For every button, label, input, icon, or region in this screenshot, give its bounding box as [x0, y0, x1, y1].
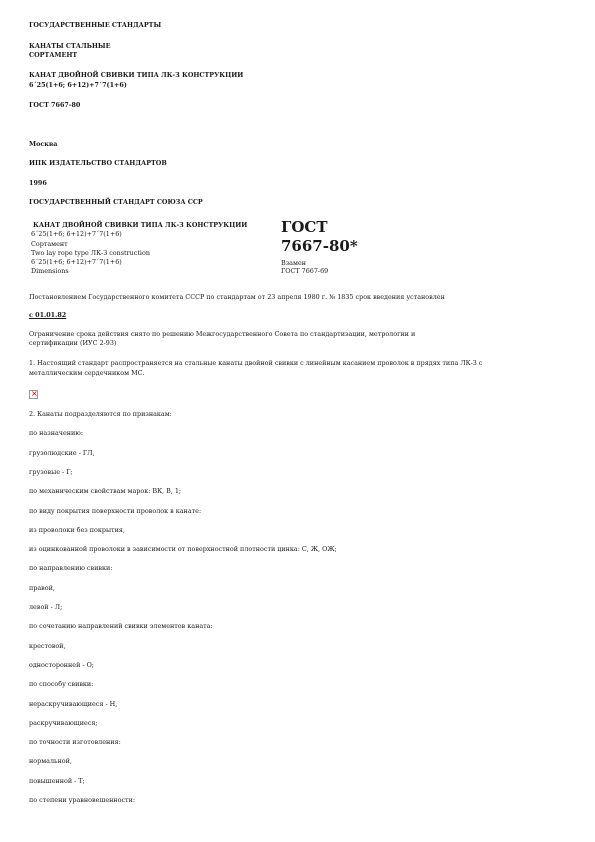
title-assortment: Сортамент [31, 240, 68, 248]
imprint-standard-union: ГОСУДАРСТВЕННЫЙ СТАНДАРТ СОЮЗА ССР [29, 198, 203, 206]
list-item: по механическим свойствам марок: ВК, В, 1; [29, 487, 182, 496]
list-item: крестовой, [29, 641, 66, 650]
list-item: по направлению свивки: [29, 564, 113, 573]
list-item: по степени уравновешенности: [29, 796, 135, 804]
broken-image-glyph: × [31, 389, 38, 398]
header-standards: ГОСУДАРСТВЕННЫЕ СТАНДАРТЫ [29, 21, 162, 29]
replaces-value: ГОСТ 7667-69 [281, 267, 329, 275]
list-item: нераскручивающиеся - Н, [29, 699, 118, 708]
list-item: 2. Канаты подразделяются по признакам: [29, 410, 172, 418]
header-rope-type: КАНАТ ДВОЙНОЙ СВИВКИ ТИПА ЛК-З КОНСТРУКЦИИ [29, 71, 244, 79]
gost-number: 7667-80* [281, 237, 358, 255]
list-item: по сочетанию направлений свивки элементов каната: [29, 622, 213, 631]
header-gost: ГОСТ 7667-80 [29, 101, 81, 109]
list-item: повышенной - Т; [29, 776, 85, 785]
list-item: односторонней - О; [29, 660, 94, 669]
paragraph-resolution: Постановлением Государственного комитета СССР по стандартам от 23 апреля 1980 г. № 1835 срок введения установлен [29, 293, 445, 301]
list-item: левой - Л; [29, 603, 63, 611]
title-english: Two lay rope type ЛК-З construction [31, 249, 150, 257]
title-dimensions: Dimensions [31, 267, 69, 275]
list-item: нормальной, [29, 757, 72, 766]
gost-label: ГОСТ [281, 218, 328, 236]
list-item: по точности изготовления: [29, 738, 121, 747]
replaces-label: Взамен [281, 259, 307, 267]
header-assortment: СОРТАМЕНТ [29, 51, 78, 59]
list-item: по назначению: [29, 429, 84, 438]
title-rope-type: КАНАТ ДВОЙНОЙ СВИВКИ ТИПА ЛК-З КОНСТРУКЦИИ [33, 221, 248, 229]
list-item: по способу свивки: [29, 680, 94, 689]
list-item: из оцинкованной проволоки в зависимости от поверхностной плотности цинка: С, Ж, ОЖ; [29, 545, 337, 554]
imprint-year: 1996 [29, 179, 47, 187]
broken-image-icon [29, 390, 38, 399]
paragraph-scope-1: 1. Настоящий стандарт распространяется на стальные канаты двойной свивки с линейным касанием проволок в прядях типа ЛК-З с [29, 359, 483, 367]
header-ropes: КАНАТЫ СТАЛЬНЫЕ [29, 42, 111, 50]
paragraph-scope-2: металлическим сердечником МС. [29, 369, 145, 377]
imprint-publisher: ИПК ИЗДАТЕЛЬСТВО СТАНДАРТОВ [29, 159, 167, 167]
list-item: грузовые - Г; [29, 467, 73, 476]
title-construction-en: 6´25(1+6; 6+12)+7´7(1+6) [31, 258, 122, 266]
paragraph-limitation-2: сертификации (ИУС 2-93) [29, 339, 117, 347]
list-item: раскручивающиеся; [29, 718, 98, 727]
list-item: правой, [29, 583, 55, 592]
header-construction: 6´25(1+6; 6+12)+7´7(1+6) [29, 81, 127, 89]
list-item: грузолюдские - ГЛ, [29, 448, 95, 457]
list-item: из проволоки без покрытия, [29, 525, 125, 534]
title-construction: 6´25(1+6; 6+12)+7´7(1+6) [31, 230, 122, 238]
imprint-city: Москва [29, 140, 58, 148]
paragraph-resolution-date: с 01.01.82 [29, 311, 67, 319]
list-item: по виду покрытия поверхности проволок в канате: [29, 506, 202, 515]
paragraph-limitation-1: Ограничение срока действия снято по решению Межгосударственного Совета по стандартизации, метрологии и [29, 330, 416, 338]
